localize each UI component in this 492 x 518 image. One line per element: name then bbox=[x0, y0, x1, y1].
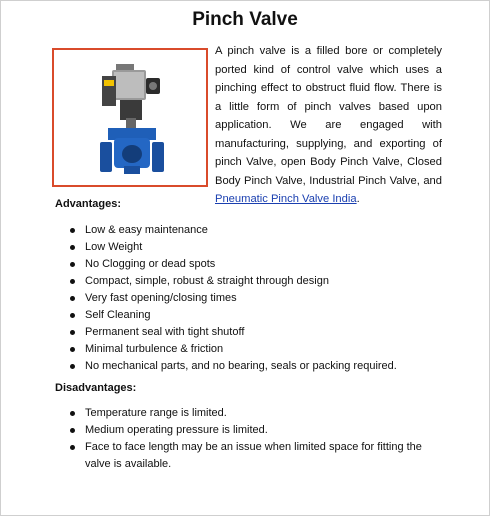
intro-after-link: . bbox=[356, 193, 360, 205]
intro-paragraph bbox=[215, 42, 442, 209]
advantages-item bbox=[69, 239, 409, 256]
advantages-item-text: Low Weight bbox=[85, 241, 143, 253]
advantages-item-text: Very fast opening/closing times bbox=[85, 292, 237, 304]
disadvantages-item-text: Face to face length may be an issue when limited space for fitting the valve is available. bbox=[85, 441, 422, 470]
bullet-icon bbox=[70, 428, 75, 433]
bullet-icon bbox=[70, 330, 75, 335]
advantages-list bbox=[69, 222, 409, 375]
pinch-valve-photo bbox=[52, 48, 208, 187]
advantages-item-text: Compact, simple, robust & straight through design bbox=[85, 275, 329, 287]
advantages-item bbox=[69, 290, 409, 307]
advantages-item-text: Permanent seal with tight shutoff bbox=[85, 326, 245, 338]
bullet-icon bbox=[70, 445, 75, 450]
bullet-icon bbox=[70, 228, 75, 233]
advantages-item bbox=[69, 273, 409, 290]
bullet-icon bbox=[70, 411, 75, 416]
disadvantages-item-text: Medium operating pressure is limited. bbox=[85, 424, 268, 436]
disadvantages-list bbox=[69, 405, 449, 473]
advantages-item bbox=[69, 358, 409, 375]
bullet-icon bbox=[70, 279, 75, 284]
disadvantages-item bbox=[69, 405, 449, 422]
advantages-item bbox=[69, 324, 409, 341]
advantages-item-text: Low & easy maintenance bbox=[85, 224, 208, 236]
advantages-item-text: Self Cleaning bbox=[85, 309, 151, 321]
advantages-item bbox=[69, 256, 409, 273]
page-title: Pinch Valve bbox=[192, 9, 298, 30]
bullet-icon bbox=[70, 313, 75, 318]
advantages-item bbox=[69, 307, 409, 324]
advantages-heading: Advantages: bbox=[55, 198, 122, 210]
disadvantages-item bbox=[69, 422, 449, 439]
advantages-item bbox=[69, 341, 409, 358]
bullet-icon bbox=[70, 347, 75, 352]
intro-text: A pinch valve is a filled bore or completely ported kind of control valve which uses a pinching effect to obstruct fluid flow. There is a little form of pinch valves based upon application. We are engaged with manufacturing, supplying, and exporting of pinch Valve, open Body Pinch Valve, Closed Body Pinch Valve, Industrial Pinch Valve, and bbox=[215, 45, 442, 187]
disadvantages-heading: Disadvantages: bbox=[55, 382, 137, 394]
advantages-item-text: No mechanical parts, and no bearing, seals or packing required. bbox=[85, 360, 397, 372]
pneumatic-pinch-valve-link[interactable]: Pneumatic Pinch Valve India bbox=[215, 193, 357, 205]
advantages-item bbox=[69, 222, 409, 239]
advantages-item-text: No Clogging or dead spots bbox=[85, 258, 216, 270]
disadvantages-item-text: Temperature range is limited. bbox=[85, 407, 227, 419]
advantages-item-text: Minimal turbulence & friction bbox=[85, 343, 224, 355]
disadvantages-item bbox=[69, 439, 449, 473]
bullet-icon bbox=[70, 296, 75, 301]
bullet-icon bbox=[70, 245, 75, 250]
bullet-icon bbox=[70, 364, 75, 369]
bullet-icon bbox=[70, 262, 75, 267]
